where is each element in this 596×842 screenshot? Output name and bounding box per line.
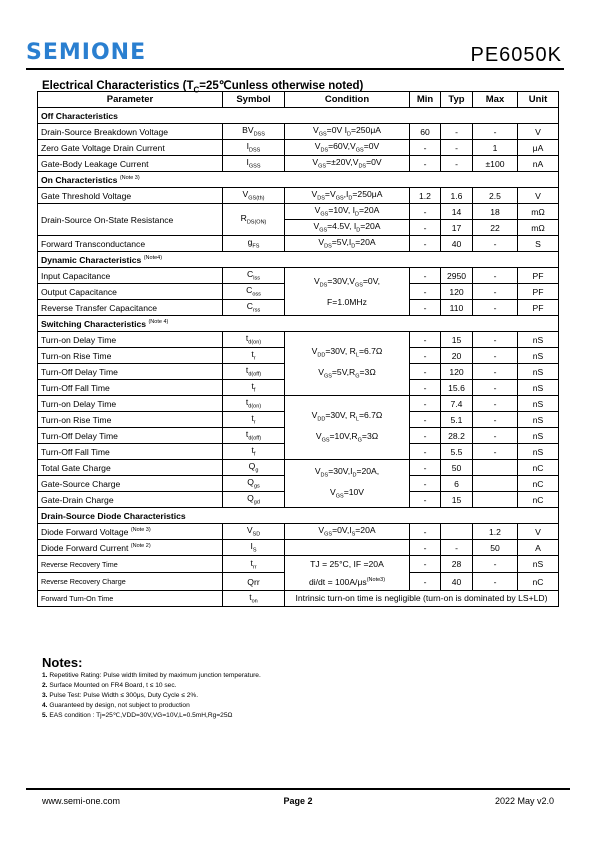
col-header: Typ [441, 92, 473, 108]
symbol-cell: $V_{GS(th)}$ [223, 188, 285, 204]
section-label: Drain-Source Diode Characteristics [38, 508, 559, 524]
symbol-cell: $Q_g$ [223, 460, 285, 476]
condition-cell: $V_{GS}=0V,I_S=20A$ [285, 524, 410, 540]
symbol-cell: $C_{rss}$ [223, 300, 285, 316]
section-row [38, 508, 559, 524]
condition-cell: $V_{GS}=4.5V$, $I_D=20A$ [285, 220, 410, 236]
unit-cell: nS [518, 412, 559, 428]
footer-website[interactable]: www.semi-one.com [42, 796, 121, 806]
symbol-cell: $I_{GSS}$ [223, 156, 285, 172]
typ-cell: 15 [441, 492, 473, 508]
typ-cell: 20 [441, 348, 473, 364]
min-cell: - [410, 412, 441, 428]
param-cell: Turn-Off Delay Time [38, 364, 223, 380]
condition-cell: $V_{DS}=60V,V_{GS}=0V$ [285, 140, 410, 156]
condition-cell: $V_{DS}=V_{GS},I_D=250\mu A$ [285, 188, 410, 204]
param-cell: Turn-on Delay Time [38, 332, 223, 348]
min-cell: - [410, 156, 441, 172]
param-cell: Diode Forward Voltage $^{(Note 3)}$ [38, 524, 223, 540]
typ-cell: 7.4 [441, 396, 473, 412]
min-cell: - [410, 380, 441, 396]
typ-cell: 40 [441, 573, 473, 590]
electrical-characteristics-table [37, 91, 559, 607]
table-row [38, 156, 559, 172]
min-cell: - [410, 236, 441, 252]
min-cell: - [410, 524, 441, 540]
symbol-cell: $t_{d(on)}$ [223, 332, 285, 348]
section-label: Off Characteristics [38, 108, 559, 124]
symbol-cell: $BV_{DSS}$ [223, 124, 285, 140]
symbol-cell: $t_{d(on)}$ [223, 396, 285, 412]
condition-cell: $V_{DD}=30V$, $R_L=6.7\Omega$ $V_{GS}=5V,R_G=3\Omega$ [285, 332, 410, 396]
min-cell: - [410, 204, 441, 220]
table-row [38, 140, 559, 156]
condition-cell: $V_{GS}=0V$ $I_D=250\mu A$ [285, 124, 410, 140]
param-cell: Zero Gate Voltage Drain Current [38, 140, 223, 156]
part-number: PE6050K [470, 44, 562, 66]
note-item: 3. Pulse Test: Pulse Width ≤ 300μs, Duty Cycle ≤ 2%. [42, 692, 199, 699]
symbol-cell: $t_{on}$ [223, 590, 285, 606]
symbol-cell: $t_r$ [223, 412, 285, 428]
param-cell: Diode Forward Current $^{(Note 2)}$ [38, 540, 223, 556]
symbol-cell: $Q_{gs}$ [223, 476, 285, 492]
symbol-cell: $R_{DS(ON)}$ [223, 204, 285, 236]
section-row [38, 252, 559, 268]
min-cell: 60 [410, 124, 441, 140]
unit-cell: nS [518, 332, 559, 348]
notes-list [42, 671, 261, 721]
unit-cell: S [518, 236, 559, 252]
condition-cell: $V_{DS}=5V,I_D=20A$ [285, 236, 410, 252]
typ-cell: 15.6 [441, 380, 473, 396]
unit-cell: mΩ [518, 204, 559, 220]
note-item: 1. Repetitive Rating: Pulse width limited by maximum junction temperature. [42, 672, 261, 679]
max-cell: 50 [473, 540, 518, 556]
symbol-cell: $Q_{gd}$ [223, 492, 285, 508]
section-label: Dynamic Characteristics $^{(Note4)}$ [38, 252, 559, 268]
param-cell: Reverse Transfer Capacitance [38, 300, 223, 316]
col-header: Condition [285, 92, 410, 108]
section-row [38, 172, 559, 188]
max-cell: - [473, 268, 518, 284]
min-cell: - [410, 268, 441, 284]
typ-cell: 40 [441, 236, 473, 252]
note-item: 5. EAS condition : Tj=25℃,VDD=30V,VG=10V,L=0.5mH,Rg=25Ω [42, 712, 233, 719]
symbol-cell: $t_f$ [223, 380, 285, 396]
param-cell: Gate-Source Charge [38, 476, 223, 492]
unit-cell: nA [518, 156, 559, 172]
max-cell: 18 [473, 204, 518, 220]
table-row [38, 524, 559, 540]
param-cell: Turn-on Delay Time [38, 396, 223, 412]
unit-cell: nS [518, 444, 559, 460]
unit-cell: V [518, 124, 559, 140]
typ-cell: - [441, 124, 473, 140]
min-cell: - [410, 444, 441, 460]
table-row [38, 540, 559, 556]
unit-cell: nS [518, 396, 559, 412]
max-cell: - [473, 236, 518, 252]
param-cell: Forward Transconductance [38, 236, 223, 252]
table-row [38, 204, 559, 220]
max-cell: - [473, 364, 518, 380]
min-cell: 1.2 [410, 188, 441, 204]
typ-cell: 2950 [441, 268, 473, 284]
table-row [38, 268, 559, 284]
unit-cell: mΩ [518, 220, 559, 236]
typ-cell: - [441, 540, 473, 556]
table-row [38, 460, 559, 476]
condition-cell: $V_{DS}=30V,V_{GS}=0V$, F=1.0MHz [285, 268, 410, 316]
typ-cell: 17 [441, 220, 473, 236]
unit-cell: nS [518, 380, 559, 396]
section-label: Switching Characteristics $^{(Note 4)}$ [38, 316, 559, 332]
section-row [38, 316, 559, 332]
max-cell: - [473, 573, 518, 590]
typ-cell: 50 [441, 460, 473, 476]
typ-cell: 28.2 [441, 428, 473, 444]
unit-cell: PF [518, 284, 559, 300]
unit-cell: A [518, 540, 559, 556]
max-cell [473, 476, 518, 492]
section-title: Electrical Characteristics ($T_C=25℃unless$ otherwise noted) [42, 80, 364, 95]
max-cell: - [473, 380, 518, 396]
typ-cell: 110 [441, 300, 473, 316]
param-cell: Gate Threshold Voltage [38, 188, 223, 204]
param-cell: Gate-Drain Charge [38, 492, 223, 508]
param-cell: Turn-Off Delay Time [38, 428, 223, 444]
table-row [38, 236, 559, 252]
min-cell: - [410, 476, 441, 492]
typ-cell: 14 [441, 204, 473, 220]
param-cell: Gate-Body Leakage Current [38, 156, 223, 172]
symbol-cell: $g_{FS}$ [223, 236, 285, 252]
max-cell: - [473, 412, 518, 428]
col-header: Max [473, 92, 518, 108]
unit-cell: nC [518, 573, 559, 590]
footer-page-number: Page 2 [283, 796, 313, 806]
col-header: Parameter [38, 92, 223, 108]
symbol-cell: $t_{d(off)}$ [223, 364, 285, 380]
param-cell: Drain-Source Breakdown Voltage [38, 124, 223, 140]
col-header: Unit [518, 92, 559, 108]
min-cell: - [410, 556, 441, 573]
condition-cell: Intrinsic turn-on time is negligible (turn-on is dominated by LS+LD) [285, 590, 559, 606]
col-header: Min [410, 92, 441, 108]
unit-cell: nC [518, 492, 559, 508]
unit-cell: nS [518, 364, 559, 380]
param-cell: Total Gate Charge [38, 460, 223, 476]
table-row [38, 396, 559, 412]
table-row [38, 590, 559, 606]
unit-cell: nC [518, 476, 559, 492]
max-cell: - [473, 348, 518, 364]
max-cell: - [473, 124, 518, 140]
max-cell [473, 460, 518, 476]
footer-version: 2022 May v2.0 [494, 796, 554, 806]
unit-cell: nC [518, 460, 559, 476]
max-cell: - [473, 396, 518, 412]
symbol-cell: $C_{oss}$ [223, 284, 285, 300]
typ-cell: 120 [441, 364, 473, 380]
max-cell: 22 [473, 220, 518, 236]
company-logo: SEMIONE [26, 40, 147, 65]
min-cell: - [410, 540, 441, 556]
max-cell: - [473, 332, 518, 348]
max-cell: - [473, 300, 518, 316]
typ-cell: 5.5 [441, 444, 473, 460]
max-cell: - [473, 284, 518, 300]
max-cell [473, 492, 518, 508]
param-cell: Input Capacitance [38, 268, 223, 284]
table-row [38, 332, 559, 348]
typ-cell: 6 [441, 476, 473, 492]
unit-cell: nS [518, 348, 559, 364]
max-cell: 2.5 [473, 188, 518, 204]
unit-cell: nS [518, 428, 559, 444]
param-cell: Turn-on Rise Time [38, 412, 223, 428]
min-cell: - [410, 396, 441, 412]
col-header: Symbol [223, 92, 285, 108]
section-row [38, 108, 559, 124]
param-cell: Turn-Off Fall Time [38, 444, 223, 460]
min-cell: - [410, 428, 441, 444]
symbol-cell: $t_{d(off)}$ [223, 428, 285, 444]
typ-cell: 5.1 [441, 412, 473, 428]
condition-cell: $V_{DD}=30V$, $R_L=6.7\Omega$ $V_{GS}=10V,R_G=3\Omega$ [285, 396, 410, 460]
condition-cell: $V_{GS}=10V$, $I_D=20A$ [285, 204, 410, 220]
condition-cell: $V_{GS}=\pm 20V,V_{DS}=0V$ [285, 156, 410, 172]
note-item: 2. Surface Mounted on FR4 Board, t ≤ 10 sec. [42, 682, 177, 689]
condition-cell: $V_{DS}=30V,I_D=20A$, $V_{GS}=10V$ [285, 460, 410, 508]
typ-cell: 1.6 [441, 188, 473, 204]
param-cell: Forward Turn-On Time [38, 590, 223, 606]
unit-cell: PF [518, 300, 559, 316]
unit-cell: V [518, 524, 559, 540]
symbol-cell: $C_{lss}$ [223, 268, 285, 284]
table-row [38, 556, 559, 573]
symbol-cell: $t_f$ [223, 444, 285, 460]
max-cell: - [473, 444, 518, 460]
min-cell: - [410, 140, 441, 156]
footer-divider [26, 788, 570, 790]
min-cell: - [410, 573, 441, 590]
table-header-row [38, 92, 559, 108]
table-row [38, 188, 559, 204]
note-item: 4. Guaranteed by design, not subject to production [42, 702, 190, 709]
max-cell: 1 [473, 140, 518, 156]
symbol-cell: $I_S$ [223, 540, 285, 556]
max-cell: ±100 [473, 156, 518, 172]
header-divider [26, 68, 564, 70]
param-cell: Turn-on Rise Time [38, 348, 223, 364]
section-label: On Characteristics $^{(Note 3)}$ [38, 172, 559, 188]
unit-cell: PF [518, 268, 559, 284]
min-cell: - [410, 460, 441, 476]
condition-cell: TJ = 25°C, IF =20A $di/dt = 100A/\mu s^{(Note3)}$ [285, 556, 410, 591]
unit-cell: μA [518, 140, 559, 156]
condition-cell [285, 540, 410, 556]
min-cell: - [410, 220, 441, 236]
param-cell: Turn-Off Fall Time [38, 380, 223, 396]
min-cell: - [410, 300, 441, 316]
table-row [38, 124, 559, 140]
min-cell: - [410, 348, 441, 364]
max-cell: - [473, 428, 518, 444]
param-cell: Output Capacitance [38, 284, 223, 300]
typ-cell: - [441, 140, 473, 156]
param-cell: Drain-Source On-State Resistance [38, 204, 223, 236]
min-cell: - [410, 364, 441, 380]
max-cell: 1.2 [473, 524, 518, 540]
symbol-cell: $I_{DSS}$ [223, 140, 285, 156]
notes-title: Notes: [42, 655, 83, 670]
typ-cell: 15 [441, 332, 473, 348]
unit-cell: V [518, 188, 559, 204]
typ-cell [441, 524, 473, 540]
typ-cell: 28 [441, 556, 473, 573]
min-cell: - [410, 492, 441, 508]
symbol-cell: $V_{SD}$ [223, 524, 285, 540]
typ-cell: 120 [441, 284, 473, 300]
typ-cell: - [441, 156, 473, 172]
unit-cell: nS [518, 556, 559, 573]
min-cell: - [410, 284, 441, 300]
min-cell: - [410, 332, 441, 348]
symbol-cell: $t_r$ [223, 348, 285, 364]
max-cell: - [473, 556, 518, 573]
param-cell: Reverse Recovery Time [38, 556, 223, 573]
param-cell: Reverse Recovery Charge [38, 573, 223, 590]
symbol-cell: $t_{rr}$ [223, 556, 285, 573]
symbol-cell: Qrr [223, 573, 285, 590]
